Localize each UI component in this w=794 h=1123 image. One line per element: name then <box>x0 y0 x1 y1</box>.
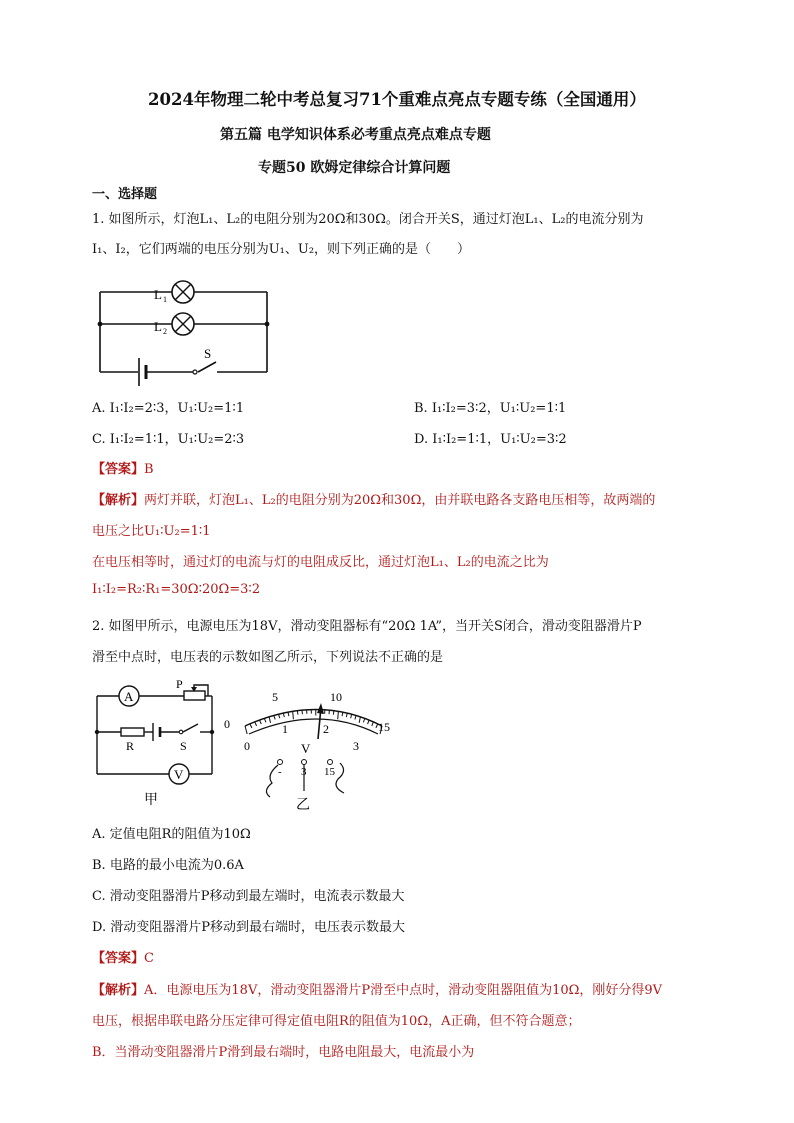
dial-tick <box>342 712 343 716</box>
analysis-tag: 【解析】 <box>92 983 145 998</box>
dial-tick <box>288 712 289 716</box>
q2-option-d: D. 滑动变阻器滑片P移动到最右端时，电压表示数最大 <box>92 920 405 935</box>
svg-text:A: A <box>124 689 134 704</box>
lamp-l1-icon <box>172 281 194 303</box>
answer-tag: 【答案】 <box>92 462 145 477</box>
q1-option-b: B. I₁∶I₂=3∶2，U₁∶U₂=1∶1 <box>414 401 567 416</box>
q1-circuit-diagram <box>90 272 280 387</box>
dial-tick <box>359 717 360 723</box>
battery-icon <box>153 723 160 741</box>
dial-tick <box>269 717 270 723</box>
answer-value: C <box>144 951 154 966</box>
q1-analysis-line3: 在电压相等时，通过灯的电流与灯的电阻成反比，通过灯泡L₁、L₂的电流之比为 <box>92 555 549 570</box>
q1-answer <box>92 458 154 477</box>
label-l1: L <box>154 287 162 302</box>
topic-heading: 专题50 欧姆定律综合计算问题 <box>258 160 451 176</box>
q1-option-a: A. I₁∶I₂=2∶3，U₁∶U₂=1∶1 <box>92 401 245 416</box>
dial-tick <box>368 720 370 724</box>
dial-top-tick: 0 <box>224 717 230 731</box>
q2-option-b: B. 电路的最小电流为0.6A <box>92 858 244 873</box>
q2-circuit-diagram <box>90 676 220 811</box>
label-l2: L <box>154 319 162 334</box>
q1-analysis-line1: 【解析】两灯并联，灯泡L₁、L₂的电阻分别为20Ω和30Ω，由并联电路各支路电压相等，故两端的 <box>92 493 656 508</box>
label-s: S <box>204 346 212 361</box>
dial-tick <box>297 711 298 715</box>
caption-jia: 甲 <box>144 793 158 808</box>
q1-stem-line2: I₁、I₂，它们两端的电压分别为U₁、U₂，则下列正确的是（ ） <box>92 242 471 257</box>
q1-option-d: D. I₁∶I₂=1∶1，U₁∶U₂=3∶2 <box>414 432 567 447</box>
dial-tick <box>293 711 294 719</box>
answer-value: B <box>144 462 154 477</box>
svg-text:P: P <box>176 677 183 691</box>
q1-stem-line1: 1. 如图所示，灯泡L₁、L₂的电阻分别为20Ω和30Ω。闭合开关S，通过灯泡L₁、L₂的电流分别为 <box>92 212 644 227</box>
analysis-tag: 【解析】 <box>92 493 145 508</box>
dial-top-tick: 5 <box>272 690 278 704</box>
dial-bottom-tick: 0 <box>244 739 250 753</box>
wire-icon <box>266 765 278 797</box>
terminal-label: 15 <box>324 766 335 778</box>
dial-tick <box>363 718 364 722</box>
dial-tick <box>260 720 262 724</box>
svg-text:1: 1 <box>163 295 167 304</box>
battery-icon <box>139 358 146 386</box>
dial-tick <box>250 724 252 728</box>
terminal-label: - <box>278 766 282 778</box>
dial-tick <box>264 718 266 722</box>
dial-tick <box>283 713 284 717</box>
svg-text:2: 2 <box>163 327 167 336</box>
dial-bottom-tick: 2 <box>323 722 329 736</box>
dial-top-tick: 10 <box>330 690 342 704</box>
terminal-label: 3 <box>301 766 307 778</box>
dial-tick <box>338 711 339 719</box>
svg-text:R: R <box>126 739 135 753</box>
q2-stem-line1: 2. 如图甲所示，电源电压为18V，滑动变阻器标有“20Ω 1A”，当开关S闭合，滑动变阻器滑片P <box>92 619 642 634</box>
voltmeter-dial <box>220 683 400 813</box>
q2-analysis-line1: 【解析】A．电源电压为18V，滑动变阻器滑片P滑至中点时，滑动变阻器阻值为10Ω，刚好分得9V <box>92 983 663 998</box>
q2-analysis-line3: B．当滑动变阻器滑片P滑到最右端时，电路电阻最大，电流最小为 <box>92 1045 475 1060</box>
q2-option-a: A. 定值电阻R的阻值为10Ω <box>92 827 251 842</box>
q2-answer <box>92 947 154 966</box>
section-heading: 一、选择题 <box>92 187 158 202</box>
dial-tick <box>346 713 347 717</box>
q1-analysis-line2: 电压之比U₁∶U₂=1∶1 <box>92 524 211 539</box>
dial-unit: V <box>301 741 311 756</box>
svg-text:S: S <box>180 739 187 753</box>
lamp-l2-icon <box>172 313 194 335</box>
dial-tick <box>279 714 280 718</box>
part-heading: 第五篇 电学知识体系必考重点亮点难点专题 <box>220 127 491 143</box>
svg-text:V: V <box>174 767 184 782</box>
answer-tag: 【答案】 <box>92 951 145 966</box>
q1-option-c: C. I₁∶I₂=1∶1，U₁∶U₂=2∶3 <box>92 432 245 447</box>
dial-bottom-tick: 1 <box>282 722 288 736</box>
q1-analysis-line4: I₁∶I₂=R₂∶R₁=30Ω∶20Ω=3∶2 <box>92 582 261 597</box>
dial-tick <box>355 715 356 719</box>
dial-tick <box>274 715 275 719</box>
dial-tick <box>245 726 247 734</box>
dial-tick <box>372 722 374 726</box>
q2-analysis-line2: 电压，根据串联电路分压定律可得定值电阻R的阻值为10Ω，A正确，但不符合题意； <box>92 1014 581 1029</box>
caption-yi: 乙 <box>296 798 310 813</box>
dial-tick <box>255 722 257 726</box>
resistor-icon <box>121 728 144 736</box>
q2-option-c: C. 滑动变阻器滑片P移动到最左端时，电流表示数最大 <box>92 889 405 904</box>
rheostat-icon <box>184 691 205 700</box>
dial-tick <box>351 714 352 718</box>
dial-top-tick: 15 <box>378 720 390 734</box>
q2-stem-line2: 滑至中点时，电压表的示数如图乙所示，下列说法不正确的是 <box>92 650 444 665</box>
dial-bottom-tick: 3 <box>353 739 359 753</box>
page-title: 2024年物理二轮中考总复习71个重难点亮点专题专练（全国通用） <box>148 90 646 109</box>
